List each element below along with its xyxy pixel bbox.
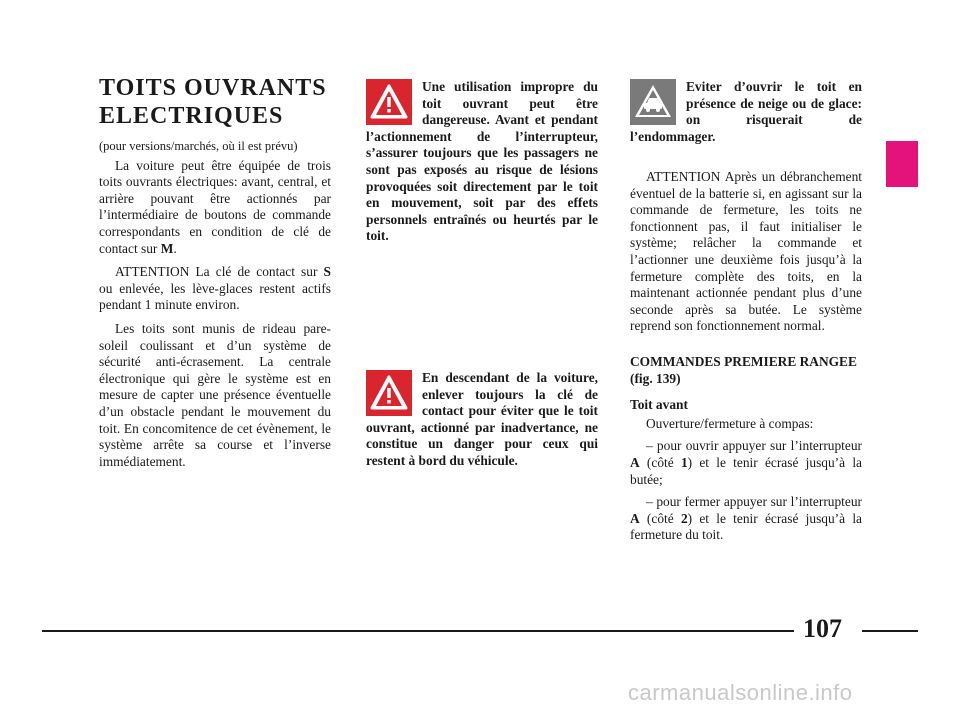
close-text-b: (côté (639, 510, 681, 526)
close-text-a: – pour fermer appuyer sur l’interrupteur (646, 494, 862, 510)
safety-paragraph: Les toits sont munis de rideau pare-soleil coulissant et d’un système de sécurité anti-écrasement. La centrale électronique qui gère le système est en mesure de capter une présence éventuelle d’un obstacle pendant le mouvement du toit. En concomitence de cet évènement, le système arrête sa course et l’inverse immédiatement. (99, 320, 331, 469)
attention-text-b: ou enlevée, les lève-glaces restent actifs pendant 1 minute environ. (99, 280, 331, 313)
key-position-m: M (160, 240, 174, 256)
open-text-b: (côté (639, 454, 681, 470)
watermark: carmanualsonline.info (628, 680, 853, 705)
attention-paragraph-2 (630, 169, 862, 335)
warning-text-3: Eviter d’ouvrir le toit en présence de neige ou de glace: on risquerait de l’endommager. (630, 79, 862, 144)
title-line-1: TOITS OUVRANTS (99, 75, 327, 101)
warning-box-1 (366, 79, 598, 245)
footer-rule-left (42, 630, 794, 632)
open-instruction (630, 438, 862, 488)
title-line-2: ELECTRIQUES (99, 103, 284, 129)
warning-triangle-icon (366, 370, 412, 416)
open-text-c: ) et le tenir écrasé jusqu’à la butée; (630, 454, 862, 487)
warning-triangle-icon (366, 79, 412, 125)
key-position-s: S (323, 264, 331, 280)
section-heading: COMMANDES PREMIERE RANGEE (fig. 139) (630, 353, 857, 386)
page-title (99, 74, 327, 130)
car-roof-caution-icon (630, 79, 676, 125)
availability-note: (pour versions/marchés, où il est prévu) (99, 139, 298, 153)
opening-mode: Ouverture/fermeture à compas: (646, 415, 814, 431)
warning-box-2 (366, 370, 598, 470)
column-3 (630, 169, 862, 544)
footer-rule-right (862, 630, 918, 632)
attention-label: ATTENTION (115, 264, 190, 280)
attention-text-a: La clé de contact sur (189, 264, 324, 280)
switch-a-label: A (630, 454, 640, 470)
section-tab-marker (886, 141, 918, 187)
attention-label: ATTENTION (646, 169, 721, 184)
close-instruction (630, 494, 862, 544)
warning-text-2: En descendant de la voiture, enlever toujours la clé de contact pour éviter que le toit ouvrant, actionné par inadvertance, ne constitue un danger pour ceux qui restent à bord du véhicule. (366, 370, 598, 468)
attention-paragraph-1 (99, 264, 331, 314)
page-number: 107 (803, 614, 842, 643)
side-1-label: 1 (680, 454, 688, 470)
column-1 (99, 138, 331, 470)
intro-text: La voiture peut être équipée de trois toits ouvrants électriques: avant, central, et arrière pouvant être actionnés par l’intermédiaire de boutons de commande correspondants en condition de clé de contact sur (99, 157, 331, 256)
subsection-heading: Toit avant (630, 397, 688, 413)
intro-end: . (173, 240, 177, 256)
warning-text-1: Une utilisation impropre du toit ouvrant peut être dangereuse. Avant et pendant l’actionnement de l’interrupteur, s’assurer toujours que les passagers ne sont pas exposés au risque de lésions provoquées soit directement par le toit en mouvement, soit par des effets personnels entraînés ou heurtés par le toit. (366, 79, 598, 244)
switch-a-label: A (630, 510, 640, 526)
attention-text: Après un débranchement éventuel de la batterie si, en agissant sur la commande de fermeture, les toits ne fonctionnent pas, il faut initialiser le système; relâcher la commande et l’actionner une deuxième fois jusqu’à la fermeture complète des toits, en la maintenant actionnée pendant plus d’une seconde après sa butée. Le système reprend son fonctionnement normal. (630, 169, 862, 334)
open-text-a: – pour ouvrir appuyer sur l’interrupteur (646, 438, 862, 454)
side-2-label: 2 (680, 510, 688, 526)
intro-paragraph (99, 158, 331, 258)
close-text-c: ) et le tenir écrasé jusqu’à la fermeture du toit. (630, 510, 862, 543)
warning-box-3 (630, 79, 862, 145)
